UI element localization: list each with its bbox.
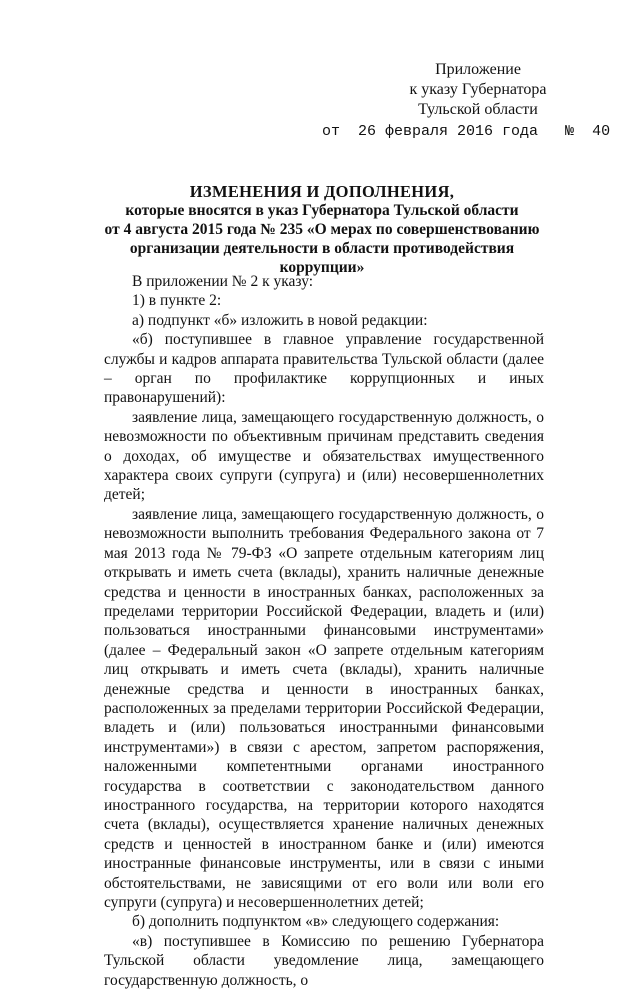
appendix-label: Приложение (435, 61, 521, 78)
title-line-4: организации деятельности в области противодействия коррупции» (129, 240, 515, 276)
number-prefix: № (565, 123, 575, 140)
paragraph: «б) поступившее в главное управление государственной службы и кадров аппарата правительства Тульской области (далее – орган по профилактике коррупционных и иных правонарушений): (104, 331, 544, 407)
appendix-date-line (322, 122, 610, 142)
paragraph: 1) в пункте 2: (132, 292, 222, 310)
document-title (104, 182, 540, 277)
paragraph: заявление лица, замещающего государственную должность, о невозможности по объективным причинам представить сведения о доходах, об имуществе и обязательствах имущественного характера своих супруги (супруга) и (или) несовершеннолетних детей; (104, 408, 544, 504)
paragraph: В приложении № 2 к указу: (132, 273, 314, 290)
paragraph: б) дополнить подпунктом «в» следующего содержания: (132, 913, 500, 931)
date-prefix: от (322, 123, 341, 140)
paragraph: заявление лица, замещающего государственную должность, о невозможности выполнить требования Федерального закона от 7 мая 2013 года № 79-ФЗ «О запрете отдельным категориям лиц открывать и иметь счета (вклады), хранить наличные денежные средства и ценности в иностранных банках, расположенных за пределами территории Российской Федерации, владеть и (или) пользоваться иностранными финансовыми инструментами» (далее – Федеральный закон «О запрете отдельным категориям лиц открывать и иметь счета (вклады), хранить наличные денежные средства и ценности в иностранных банках, расположенных за пределами территории Российской Федерации, владеть и (или) пользоваться иностранными финансовыми инструментами») в связи с арестом, запретом распоряжения, наложенными компетентными органами иностранного государства в соответствии с законодательством данного иностранного государства, на территории которого находятся счета (вклады), осуществляется хранение наличных денежных средств и ценностей в иностранном банке и (или) имеются иностранные финансовые инструменты, или в связи с иными обстоятельствами, не зависящими от его воли или воли его супруги (супруга) и несовершеннолетних детей; (104, 505, 544, 911)
title-line-2: которые вносятся в указ Губернатора Тульской области (125, 202, 519, 219)
paragraph: «в) поступившее в Комиссию по решению Губернатора Тульской области уведомление лица, замещающего государственную должность, о (104, 932, 544, 989)
title-line-1: ИЗМЕНЕНИЯ И ДОПОЛНЕНИЯ, (189, 182, 455, 201)
document-body (104, 272, 544, 990)
decree-date: 26 февраля 2016 года (358, 123, 539, 140)
title-line-3: от 4 августа 2015 года № 235 «О мерах по совершенствованию (104, 221, 540, 238)
appendix-decree-ref: к указу Губернатора (409, 81, 547, 98)
paragraph: а) подпункт «б» изложить в новой редакции: (132, 311, 428, 329)
decree-number: 40 (592, 123, 611, 140)
appendix-region: Тульской области (418, 101, 538, 118)
appendix-header (322, 60, 611, 140)
